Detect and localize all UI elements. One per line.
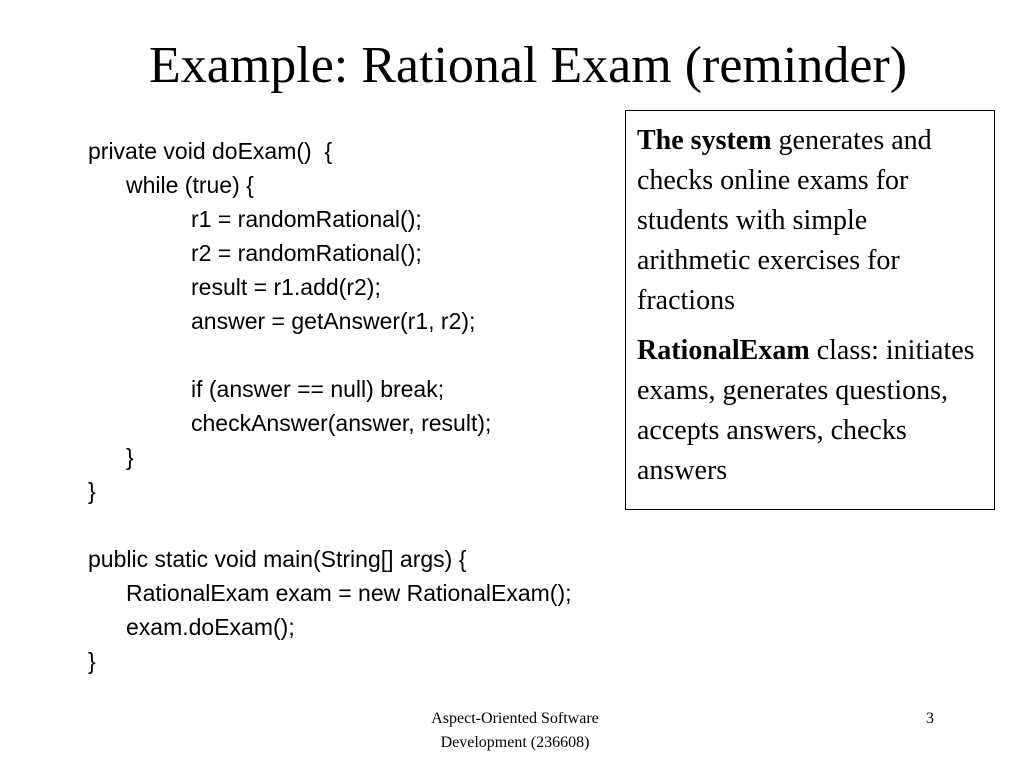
code-block (88, 134, 572, 678)
footer-course-line-1: Aspect-Oriented Software (431, 710, 599, 727)
code-line: r2 = randomRational(); (191, 240, 422, 266)
code-line: if (answer == null) break; (191, 376, 445, 402)
info-term-system: The system (637, 125, 772, 156)
code-line (88, 338, 572, 372)
code-line: } (88, 478, 96, 504)
code-line: result = r1.add(r2); (191, 274, 381, 300)
code-line (88, 508, 572, 542)
code-line: checkAnswer(answer, result); (191, 410, 492, 436)
footer-course (380, 707, 650, 755)
code-line: } (126, 444, 134, 470)
code-line: } (88, 648, 96, 674)
code-line: while (true) { (126, 172, 254, 198)
code-line: RationalExam exam = new RationalExam(); (126, 580, 572, 606)
info-text-class: class: initiates exams, generates questions, accepts answers, checks answers (637, 335, 975, 486)
code-line: r1 = randomRational(); (191, 206, 422, 232)
code-line: public static void main(String[] args) { (88, 546, 467, 572)
info-paragraph-system (637, 121, 984, 321)
info-term-class: RationalExam (637, 335, 810, 366)
page-number: 3 (926, 710, 934, 727)
info-paragraph-class (637, 331, 984, 491)
info-box (625, 110, 995, 510)
code-line: exam.doExam(); (126, 614, 295, 640)
code-line: private void doExam() { (88, 138, 333, 164)
info-text-system: generates and checks online exams for students with simple arithmetic exercises for fractions (637, 125, 932, 316)
footer-course-line-2: Development (236608) (440, 734, 590, 751)
slide-title: Example: Rational Exam (reminder) (148, 37, 908, 94)
code-line: answer = getAnswer(r1, r2); (191, 308, 476, 334)
